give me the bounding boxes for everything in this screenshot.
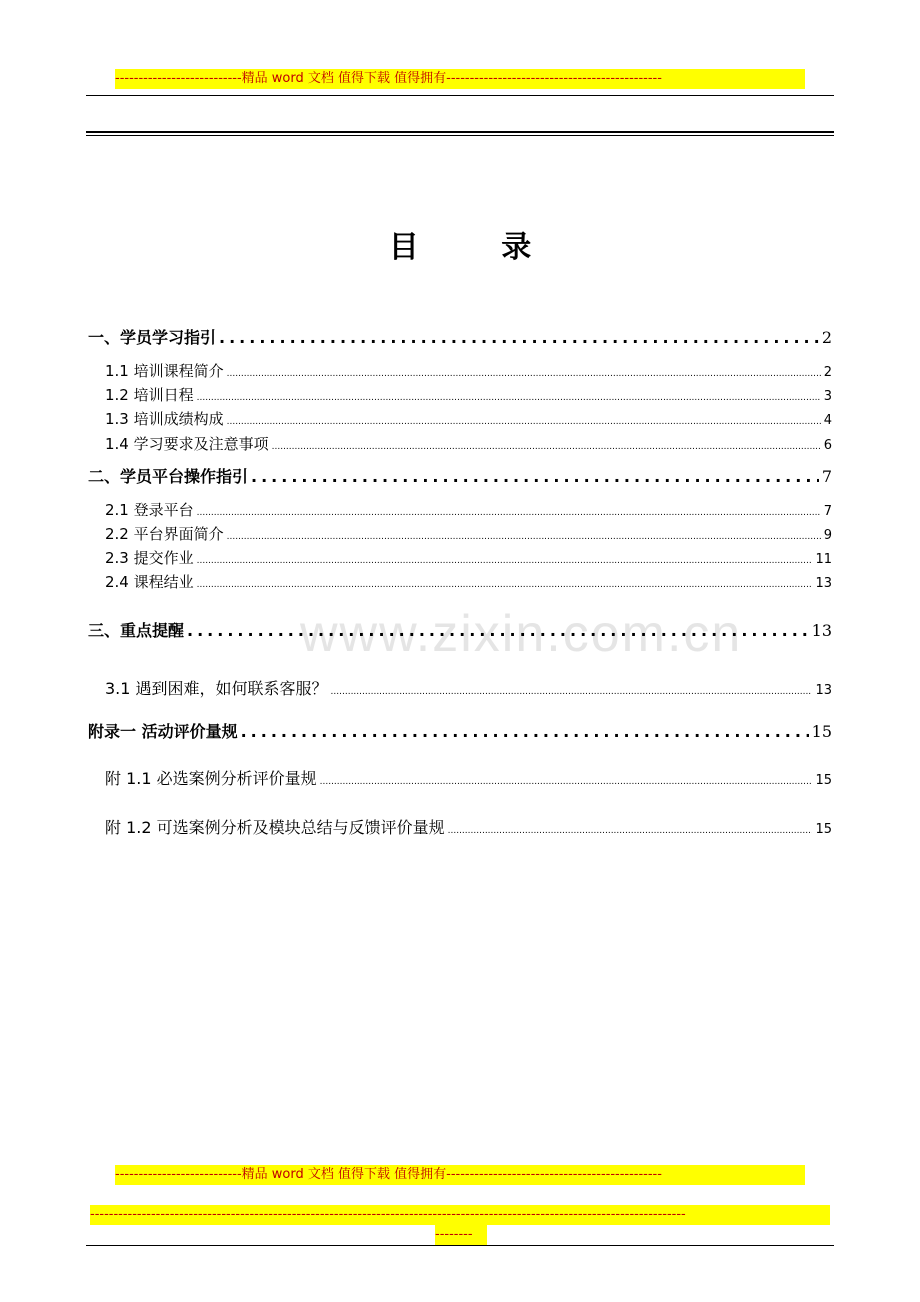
toc-entry-page: 4 [823,413,832,428]
toc-entry-page: 2 [821,328,832,347]
toc-entry-page: 15 [811,722,832,741]
toc-leader [227,369,821,379]
toc-entry-page: 7 [821,467,832,486]
toc-entry[interactable] [105,384,832,405]
toc-entry-page: 15 [815,773,832,788]
toc-entry-label: 2.2 平台界面简介 [105,525,224,543]
page-title: 目 录 [388,230,568,265]
toc-entry-page: 15 [815,822,832,837]
footer-rule [86,1245,834,1246]
footer-dash-line: ------------------------------------------------------------------------------------------------------------------------------- [90,1205,830,1225]
toc-entry[interactable] [105,408,832,429]
watermark: www.zixin.com.cn [300,605,743,663]
toc-leader [448,826,813,836]
toc-leader [197,580,813,590]
toc-leader [320,777,813,787]
toc-leader [331,687,813,697]
toc-entry-page: 13 [811,621,832,640]
toc-entry-page: 13 [815,683,832,698]
toc-entry[interactable] [105,433,832,454]
toc-entry[interactable] [105,547,832,568]
toc-entry-label: 1.2 培训日程 [105,386,194,404]
toc-entry-label: 附 1.2 可选案例分析及模块总结与反馈评价量规 [105,818,445,837]
toc-leader [197,556,813,566]
toc-leader [272,442,821,452]
toc-entry-label: 1.3 培训成绩构成 [105,410,224,428]
toc-entry[interactable] [88,719,832,742]
toc-entry-label: 一、学员学习指引 [88,328,217,347]
toc-leader [187,621,809,640]
toc-entry-page: 13 [815,576,832,591]
footer-banner: ---------------------------精品 word 文档 值得下载 值得拥有---------------------------------------------- [115,1165,805,1185]
toc-entry-page: 6 [823,438,832,453]
header-rule [86,95,834,96]
toc-entry[interactable] [88,618,832,641]
toc-entry-label: 2.1 登录平台 [105,501,194,519]
toc-entry[interactable] [88,464,832,487]
toc-entry-label: 附 1.1 必选案例分析评价量规 [105,769,317,788]
toc-entry-label: 附录一 活动评价量规 [88,722,238,741]
header-double-rule-top [86,131,834,133]
toc-entry[interactable] [105,523,832,544]
toc-leader [197,393,821,403]
header-double-rule-bottom [86,135,834,136]
toc-entry-page: 3 [823,389,832,404]
toc-entry-label: 三、重点提醒 [88,621,185,640]
toc-entry-page: 7 [823,504,832,519]
toc-entry[interactable] [105,571,832,592]
toc-entry[interactable] [105,676,832,699]
toc-entry-label: 2.3 提交作业 [105,549,194,567]
toc-entry-label: 1.1 培训课程简介 [105,362,224,380]
toc-entry[interactable] [105,360,832,381]
toc-entry[interactable] [88,325,832,348]
toc-leader [197,508,821,518]
toc-leader [227,417,821,427]
toc-leader [241,722,809,741]
footer-dash-line-continued: -------- [435,1225,487,1245]
toc-entry[interactable] [105,499,832,520]
toc-entry-label: 3.1 遇到困难，如何联系客服？ [105,679,328,698]
toc-entry-label: 二、学员平台操作指引 [88,467,249,486]
toc-entry-label: 2.4 课程结业 [105,573,194,591]
toc-entry-page: 11 [815,552,832,567]
toc-leader [219,328,819,347]
toc-entry-page: 9 [823,528,832,543]
toc-entry-page: 2 [823,365,832,380]
toc-leader [251,467,819,486]
toc-entry[interactable] [105,766,832,789]
header-banner: ---------------------------精品 word 文档 值得下载 值得拥有---------------------------------------------- [115,69,805,89]
toc-leader [227,532,821,542]
toc-entry-label: 1.4 学习要求及注意事项 [105,435,269,453]
toc-entry[interactable] [105,815,832,838]
